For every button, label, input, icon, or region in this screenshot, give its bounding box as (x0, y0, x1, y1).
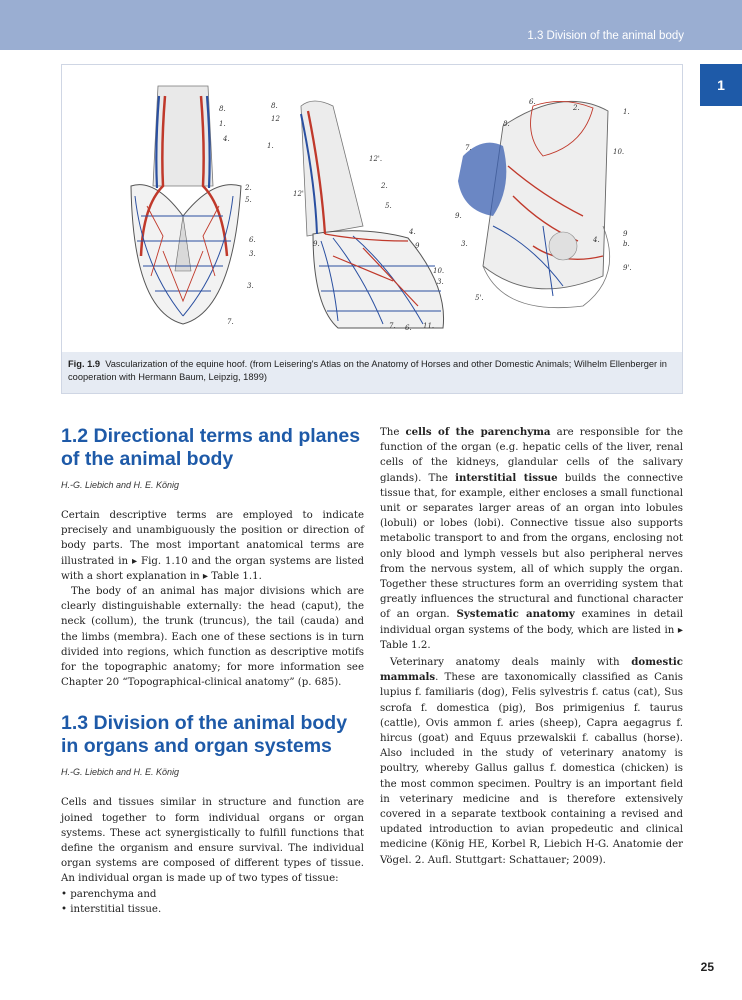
figure-label: 12'. (369, 155, 383, 163)
heading-line: 1.2 Directional terms and planes (61, 425, 361, 447)
tissue-type-list (61, 887, 364, 917)
paragraph: Cells and tissues similar in structure and function are joined together to form individual organs or organ systems. These act synergistically to fulfill functions that define the organism and ensure survival. The individual organ systems are composed of different types of tissue. An individual organ is made up of two types of tissue: (61, 797, 364, 885)
chapter-tab: 1 (700, 64, 742, 106)
figure-label: 8. (219, 105, 226, 113)
figure-label: 7. (465, 144, 472, 152)
text-run: Veterinary anatomy deals mainly with (390, 657, 632, 669)
figure-label: 3. (249, 250, 256, 258)
bold-term: domestic mammals (380, 656, 683, 684)
caption-label: Fig. 1.9 (68, 359, 101, 369)
figure-label: 1. (623, 108, 630, 116)
text-run: examines in detail individual organ systems of the body, which are listed in ▸ Table 1.2. (380, 609, 683, 651)
figure-label: 6. (405, 324, 412, 332)
section-1-2-heading (61, 425, 364, 471)
section-1-3-heading (61, 712, 364, 758)
figure-label: 10. (433, 267, 445, 275)
figure-label: 5'. (475, 294, 484, 302)
figure-label: 9 (623, 230, 628, 238)
right-column (380, 425, 683, 868)
figure-label: 12 (271, 115, 280, 123)
bold-term: interstitial tissue (455, 471, 558, 484)
figure-label: 2. (573, 104, 580, 112)
figure-label: 8. (503, 120, 510, 128)
paragraph (380, 425, 683, 653)
figure-label: 1. (219, 120, 226, 128)
figure-1-9 (61, 64, 683, 394)
figure-label: 5. (245, 196, 252, 204)
figure-label: 11. (423, 322, 435, 330)
figure-label: 3. (461, 240, 468, 248)
figure-label: 2. (381, 182, 388, 190)
running-title: 1.3 Division of the animal body (527, 30, 684, 42)
figure-label: 9. (455, 212, 462, 220)
figure-label: 7. (227, 318, 234, 326)
figure-label: 8. (271, 102, 278, 110)
paragraph: The body of an animal has major divisions which are clearly distinguishable externally: the head (caput), the neck (collum), the trunk (truncus), the tail (cauda) and the limbs (membra). Each one of these sections is in turn divided into regions, which function as descriptive motifs for the topographic anatomy; for more information see Chapter 20 “Topographical-clinical anatomy” (p. 685). (61, 586, 364, 689)
text-run: . These are taxonomically classified as Canis lupius f. familiaris (dog), Felis sylvestris f. catus (cat), Sus scrofa f. domestica (pig), Bos primigenius f. taurus (cattle), Ovis ammon f. aries (sheep), Capra aegagrus f. hircus (goat) and Equus przewalskii f. caballus (horse). Also included in the study of veterinary anatomy is poultry, whereby Gallus gallus f. domestica (chicken) is the most common specimen. Poultry is an important field in veterinary medicine and is therefore extensively covered in a separate textbook containing a revised and updated introduction to avian propedeutic and clinical medicine (König HE, Korbel R, Liebich H-G. Anatomie der Vögel. 2. Aufl. Stuttgart: Schattauer; 2009). (380, 672, 683, 866)
figure-label: b. (623, 240, 630, 248)
figure-label: 1. (267, 142, 274, 150)
text-run: The (380, 427, 406, 438)
figure-label: 9 (415, 242, 420, 250)
bold-term: Systematic anatomy (456, 608, 575, 621)
list-item: • parenchyma and (61, 887, 364, 902)
caption-text: Vascularization of the equine hoof. (from Leisering's Atlas on the Anatomy of Horses and other Domestic Animals; Wilhelm Ellenberger in cooperation with Hermann Baum, Leipzig, 1899) (68, 359, 667, 382)
text-run: builds the connective tissue that, for example, either encloses a small functional unit or separates larger areas of an organ into lobules (lobuli) or lobes (lobi). Connective tissue also supports metabolic transport to and from the organs, enclosing not only blood and lymph vessels but also peripheral nerves from the nervous system, all of which supply the organ. Together these structures form an overriding system that greatly influences the structural and functional character of an organ. (380, 472, 683, 621)
hoof-vascularization-illustration (63, 66, 683, 352)
hoof-capsule-view (455, 98, 632, 308)
figure-label: 5. (385, 202, 392, 210)
figure-label: 7. (389, 322, 396, 330)
heading-line: in organs and organ systems (61, 735, 332, 758)
figure-label: 3. (247, 282, 254, 290)
text-run: are responsible for the function of the organ (e.g. hepatic cells of the liver, renal cells of the kidneys, glandular cells of the salivary glands). The (380, 427, 683, 484)
paragraph (380, 655, 683, 868)
figure-label: 4. (223, 135, 230, 143)
figure-label: 6. (529, 98, 536, 106)
figure-label: 4. (409, 228, 416, 236)
figure-label: 4. (593, 236, 600, 244)
section-1-3-authors: H.-G. Liebich and H. E. König (61, 767, 180, 778)
list-item: • interstitial tissue. (61, 902, 364, 917)
figure-caption (62, 352, 682, 393)
figure-label: 3. (437, 278, 444, 286)
left-column (61, 425, 364, 917)
hoof-frontal-section (131, 86, 256, 326)
figure-label: 12' (293, 190, 304, 198)
running-header (0, 0, 742, 50)
figure-label: 6. (249, 236, 256, 244)
page-number: 25 (700, 960, 714, 974)
hoof-lateral-view (267, 101, 444, 332)
paragraph: Certain descriptive terms are employed to indicate precisely and unambiguously the position or direction of body parts. The most important anatomical terms are illustrated in ▸ Fig. 1.10 and the organ systems are listed with a short explanation in ▸ Table 1.1. (61, 510, 364, 582)
heading-line: of the animal body (61, 448, 234, 470)
figure-label: 10. (613, 148, 625, 156)
heading-line: 1.3 Division of the animal body (61, 712, 348, 735)
figure-label: 9'. (623, 264, 632, 272)
section-1-2-authors: H.-G. Liebich and H. E. König (61, 480, 180, 490)
figure-label: 2. (245, 184, 252, 192)
figure-label: 9. (313, 240, 320, 248)
bold-term: cells of the parenchyma (405, 426, 551, 438)
